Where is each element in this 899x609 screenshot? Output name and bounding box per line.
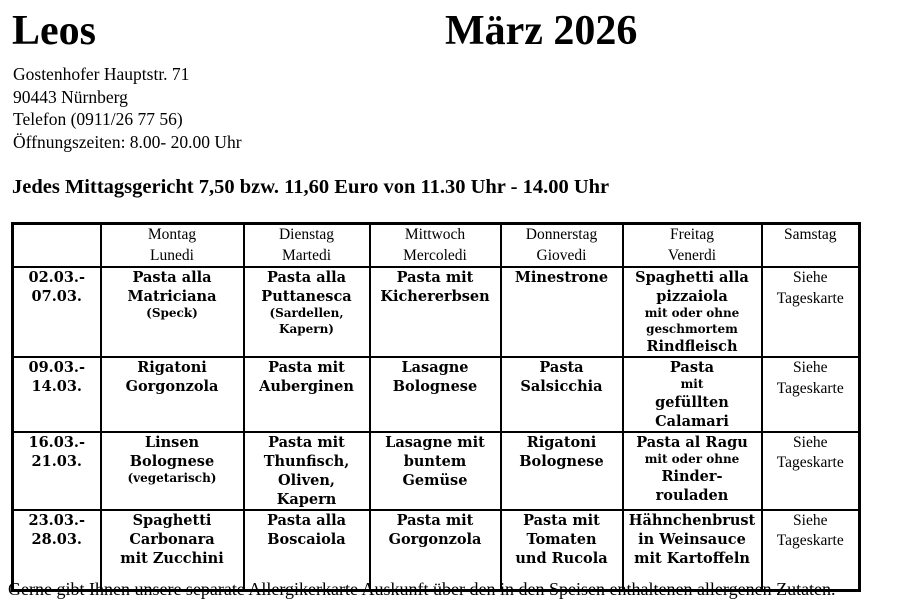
text-line: Pasta alla — [266, 511, 347, 529]
text-line: mit Kartoffeln — [634, 549, 750, 567]
dish-cell — [623, 432, 762, 510]
text-line: buntem — [403, 452, 467, 470]
dish-cell — [244, 267, 370, 357]
text-line: (Sardellen, — [269, 306, 344, 320]
text-line: Bolognese — [129, 452, 215, 470]
dish-cell — [501, 357, 623, 432]
text-line: Pasta mit — [523, 511, 600, 529]
text-line: 28.03. — [31, 530, 82, 548]
text-line: Spaghetti alla — [635, 269, 749, 286]
text-line: Bolognese — [519, 452, 604, 470]
text-line: gefüllten — [655, 393, 729, 411]
week-row — [13, 432, 860, 510]
text-line: Bolognese — [392, 378, 478, 395]
dish-cell — [623, 357, 762, 432]
text-line: (vegetarisch) — [127, 470, 217, 485]
dish-cell — [501, 432, 623, 510]
dish-cell — [244, 357, 370, 432]
dish-cell — [370, 357, 501, 432]
text-line: Rindfleisch — [646, 338, 738, 355]
text-line: Kapern) — [279, 321, 334, 336]
text-line: Oliven, — [278, 471, 335, 489]
text-line: Pasta alla — [266, 269, 347, 286]
text-line: Donnerstag — [525, 226, 598, 243]
address-city: 90443 Nürnberg — [13, 86, 128, 107]
text-line: Siehe — [793, 269, 828, 286]
tageskarte-cell — [762, 267, 860, 357]
text-line: Pasta al Ragu — [636, 433, 748, 451]
text-line: Tageskarte — [776, 532, 844, 549]
day-header-freitag — [623, 224, 762, 268]
text-line: Matriciana — [127, 288, 217, 305]
text-line: (Speck) — [146, 306, 198, 320]
text-line: 14.03. — [31, 378, 82, 395]
day-header-dienstag — [244, 224, 370, 268]
text-line: Mittwoch — [404, 226, 466, 243]
text-line: Giovedi — [536, 246, 587, 264]
text-line: 02.03.- — [28, 269, 85, 286]
date-range-cell — [13, 357, 101, 432]
dish-cell — [501, 267, 623, 357]
text-line: Auberginen — [259, 378, 354, 395]
text-line: pizzaiola — [656, 288, 728, 305]
day-header-montag — [101, 224, 244, 268]
dish-cell — [101, 267, 244, 357]
text-line: Tomaten — [526, 530, 597, 548]
text-line: Pasta mit — [396, 269, 474, 286]
address-phone: Telefon (0911/26 77 56) — [13, 109, 183, 129]
text-line: 07.03. — [31, 288, 82, 305]
date-range-cell — [13, 267, 101, 357]
text-line: 09.03.- — [28, 359, 85, 376]
text-line: rouladen — [655, 487, 729, 504]
day-header-samstag — [762, 224, 860, 268]
address-block — [13, 63, 242, 153]
menu-table-head — [13, 224, 860, 268]
text-line: in Weinsauce — [638, 530, 746, 548]
text-line: Tageskarte — [776, 379, 844, 397]
text-line: Gorgonzola — [388, 530, 482, 548]
text-line: mit Zucchini — [120, 549, 224, 567]
text-line: Spaghetti — [132, 511, 212, 529]
month-title: März 2026 — [445, 8, 638, 54]
text-line: Kapern — [276, 490, 337, 508]
text-line: mit oder ohne — [644, 306, 740, 320]
dish-cell — [370, 267, 501, 357]
text-line: Calamari — [655, 412, 729, 430]
tageskarte-cell — [762, 432, 860, 510]
text-line: 21.03. — [31, 452, 82, 470]
text-line: 16.03.- — [28, 433, 85, 451]
text-line: Pasta mit — [268, 433, 345, 451]
restaurant-name: Leos — [12, 8, 96, 54]
text-line: Linsen — [144, 433, 200, 451]
text-line: Pasta — [539, 359, 584, 376]
date-range-cell — [13, 432, 101, 510]
text-line: Siehe — [793, 511, 828, 529]
text-line: Hähnchenbrust — [628, 511, 756, 529]
text-line: Rinder- — [661, 468, 723, 485]
dish-cell — [623, 267, 762, 357]
text-line: Venerdi — [667, 246, 717, 264]
address-opening-hours: Öffnungszeiten: 8.00- 20.00 Uhr — [13, 131, 242, 152]
text-line: 23.03.- — [28, 511, 85, 529]
text-line: Rigatoni — [137, 359, 207, 376]
tageskarte-cell — [762, 357, 860, 432]
corner-cell — [13, 224, 101, 268]
day-header-donnerstag — [501, 224, 623, 268]
text-line: geschmortem — [646, 321, 738, 336]
text-line: Samstag — [783, 226, 837, 243]
dish-cell — [370, 432, 501, 510]
text-line: Gorgonzola — [125, 378, 219, 395]
dish-cell — [244, 432, 370, 510]
text-line: Siehe — [793, 359, 828, 376]
allergy-note: Gerne gibt Ihnen unsere separate Allergikerkarte Auskunft über den in den Speisen enthaltenen allergenen Zutaten. — [8, 579, 836, 599]
text-line: mit oder ohne — [644, 451, 740, 466]
text-line: Martedi — [281, 246, 332, 264]
text-line: Lasagne mit — [385, 433, 485, 451]
text-line: Lunedi — [150, 246, 194, 264]
dish-cell — [101, 357, 244, 432]
weekly-menu-table — [11, 222, 861, 592]
text-line: und Rucola — [515, 549, 608, 567]
text-line: Minestrone — [514, 269, 609, 286]
text-line: Pasta mit — [268, 359, 345, 376]
week-row — [13, 267, 860, 357]
dish-cell — [101, 432, 244, 510]
text-line: Carbonara — [129, 530, 215, 548]
text-line: Boscaiola — [267, 530, 346, 548]
text-line: Rigatoni — [526, 433, 597, 451]
text-line: Dienstag — [278, 226, 335, 243]
text-line: mit — [680, 377, 704, 391]
price-subtitle: Jedes Mittagsgericht 7,50 bzw. 11,60 Euro von 11.30 Uhr - 14.00 Uhr — [12, 176, 610, 198]
text-line: Pasta mit — [396, 511, 474, 529]
week-row — [13, 357, 860, 432]
text-line: Pasta alla — [132, 269, 212, 286]
text-line: Thunfisch, — [263, 452, 350, 470]
day-header-mittwoch — [370, 224, 501, 268]
day-header-row — [13, 224, 860, 268]
text-line: Pasta — [669, 359, 715, 376]
text-line: Mercoledi — [403, 246, 467, 264]
text-line: Salsicchia — [520, 378, 603, 395]
address-street: Gostenhofer Hauptstr. 71 — [13, 64, 190, 84]
text-line: Siehe — [793, 433, 828, 451]
text-line: Kichererbsen — [380, 288, 490, 305]
text-line: Freitag — [670, 226, 714, 243]
text-line: Lasagne — [401, 359, 469, 376]
text-line: Gemüse — [402, 471, 468, 489]
text-line: Puttanesca — [261, 288, 352, 305]
text-line: Tageskarte — [776, 289, 844, 307]
text-line: Montag — [147, 226, 197, 243]
menu-table-body — [13, 267, 860, 591]
text-line: Tageskarte — [776, 454, 844, 471]
